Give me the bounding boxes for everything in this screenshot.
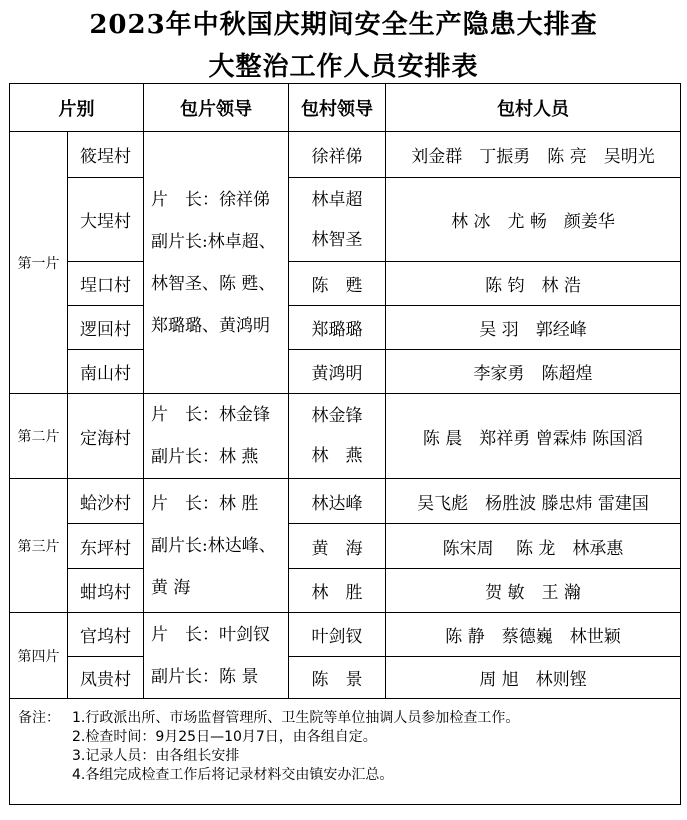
village-staff: 陈 晨 郑祥勇 曾霖炜 陈国滔 — [386, 394, 681, 479]
leader-line: 片 长：徐祥俤 — [151, 189, 270, 210]
document-title-line-2: 大整治工作人员安排表 — [208, 52, 479, 82]
village-leader-line: 林智圣 — [311, 229, 363, 250]
group-leaders — [144, 132, 289, 394]
group-leaders — [144, 394, 289, 479]
village-name: 东坪村 — [68, 524, 144, 569]
table-row — [10, 306, 681, 350]
village-leader: 陈 甦 — [289, 262, 386, 306]
table-row — [10, 657, 681, 699]
village-staff: 林 冰 尤 畅 颜姜华 — [386, 178, 681, 262]
village-leader-line: 林卓超 — [311, 189, 363, 210]
table-header-row — [10, 84, 681, 132]
group-leaders — [144, 613, 289, 699]
leader-line: 副片长:林达峰、 — [151, 535, 276, 556]
village-staff: 刘金群 丁振勇 陈 亮 吴明光 — [386, 132, 681, 178]
leader-line: 黄 海 — [151, 577, 191, 598]
village-leader — [289, 178, 386, 262]
village-staff: 陈 静 蔡德巍 林世颖 — [386, 613, 681, 657]
village-leader — [289, 394, 386, 479]
village-leader-line: 林金锋 — [311, 406, 363, 426]
village-name: 蛤沙村 — [68, 479, 144, 524]
village-staff: 吴飞彪 杨胜波 滕忠炜 雷建国 — [386, 479, 681, 524]
table-row — [10, 613, 681, 657]
village-leader: 黄 海 — [289, 524, 386, 569]
village-staff: 李家勇 陈超煌 — [386, 350, 681, 394]
village-staff: 周 旭 林则铿 — [386, 657, 681, 699]
village-name: 定海村 — [68, 394, 144, 479]
table-row — [10, 132, 681, 178]
village-leader-line: 林 燕 — [311, 446, 363, 466]
table-row — [10, 394, 681, 479]
header-village-leader: 包村领导 — [289, 84, 386, 132]
note-item: 1.行政派出所、市场监督管理所、卫生院等单位抽调人员参加检查工作。 — [72, 710, 520, 726]
village-leader: 林达峰 — [289, 479, 386, 524]
group-leaders — [144, 479, 289, 613]
village-leader: 叶剑钗 — [289, 613, 386, 657]
group-name: 第三片 — [10, 479, 68, 613]
village-leader: 陈 景 — [289, 657, 386, 699]
village-staff: 陈宋周 陈 龙 林承惠 — [386, 524, 681, 569]
note-item: 3.记录人员：由各组长安排 — [72, 748, 240, 764]
village-leader: 林 胜 — [289, 569, 386, 613]
document-title-line-1: 2023年中秋国庆期间安全生产隐患大排查 — [89, 10, 598, 40]
village-name: 筱埕村 — [68, 132, 144, 178]
village-name: 埕口村 — [68, 262, 144, 306]
village-name: 凤贵村 — [68, 657, 144, 699]
group-name: 第一片 — [10, 132, 68, 394]
village-leader: 徐祥俤 — [289, 132, 386, 178]
table-row — [10, 350, 681, 394]
group-name: 第四片 — [10, 613, 68, 699]
header-area: 片别 — [10, 84, 144, 132]
leader-line: 副片长：陈 景 — [151, 666, 259, 687]
notes-cell — [10, 699, 681, 805]
header-village-staff: 包村人员 — [386, 84, 681, 132]
village-name: 逻回村 — [68, 306, 144, 350]
group-name: 第二片 — [10, 394, 68, 479]
table-row — [10, 178, 681, 262]
village-staff: 贺 敏 王 瀚 — [386, 569, 681, 613]
note-item: 4.各组完成检查工作后将记录材料交由镇安办汇总。 — [72, 767, 394, 783]
leader-line: 郑璐璐、黄鸿明 — [151, 315, 270, 336]
village-name: 蚶坞村 — [68, 569, 144, 613]
table-row — [10, 524, 681, 569]
notes-row — [10, 699, 681, 805]
leader-line: 副片长:林卓超、 — [151, 231, 276, 252]
village-name: 南山村 — [68, 350, 144, 394]
village-leader: 黄鸿明 — [289, 350, 386, 394]
leader-line: 片 长：林金锋 — [151, 405, 270, 425]
table-row — [10, 262, 681, 306]
village-staff: 吴 羽 郭经峰 — [386, 306, 681, 350]
leader-line: 片 长：叶剑钗 — [151, 624, 270, 645]
leader-line: 片 长：林 胜 — [151, 493, 259, 514]
village-name: 官坞村 — [68, 613, 144, 657]
village-staff: 陈 钧 林 浩 — [386, 262, 681, 306]
note-item: 2.检查时间：9月25日—10月7日，由各组自定。 — [72, 729, 377, 745]
notes-label: 备注： — [18, 710, 60, 726]
table-row — [10, 479, 681, 524]
leader-line: 副片长：林 燕 — [151, 447, 259, 467]
leader-line: 林智圣、陈 甦、 — [151, 273, 276, 294]
header-area-leader: 包片领导 — [144, 84, 289, 132]
village-leader: 郑璐璐 — [289, 306, 386, 350]
village-name: 大埕村 — [68, 178, 144, 262]
staff-arrangement-table — [9, 83, 681, 805]
table-row — [10, 569, 681, 613]
